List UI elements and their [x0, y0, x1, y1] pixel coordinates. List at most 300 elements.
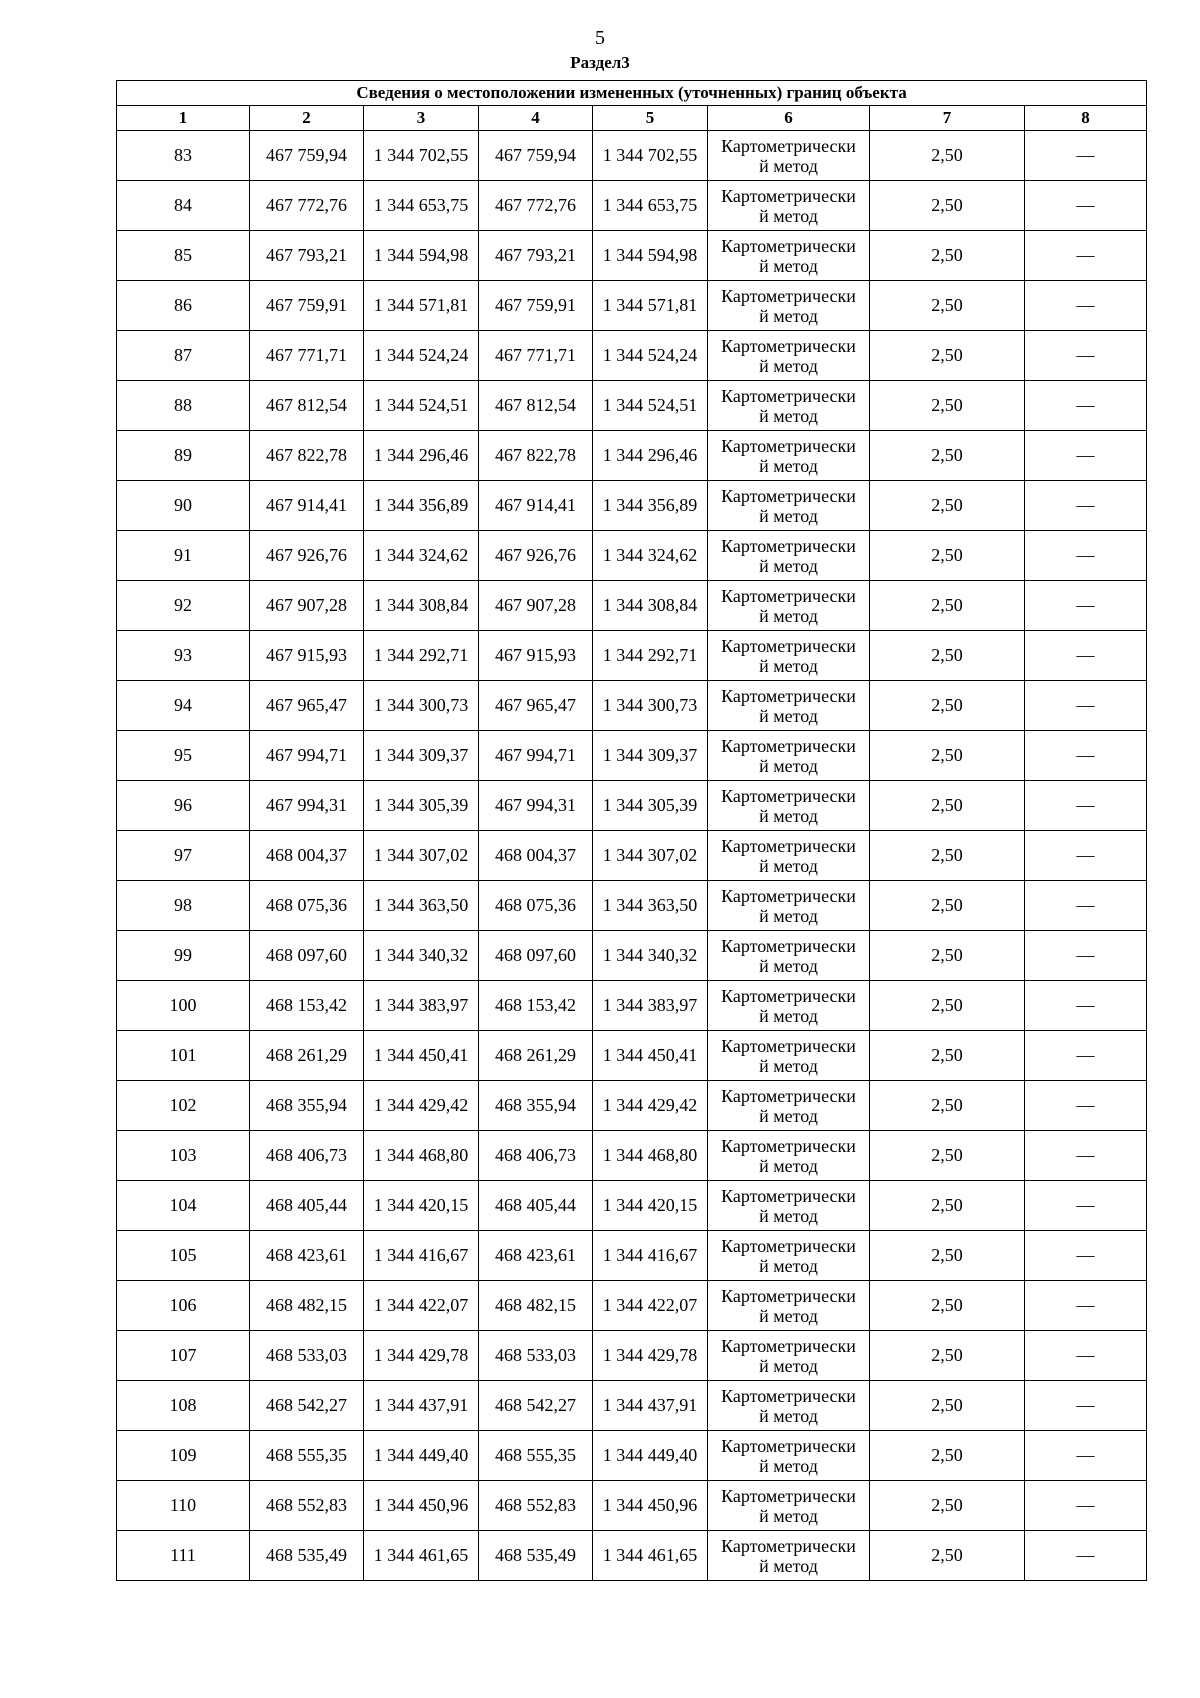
y-coordinate-cell: 1 344 307,02	[364, 831, 479, 881]
method-cell	[708, 731, 870, 781]
x-coordinate-cell: 467 915,93	[250, 631, 364, 681]
x-coordinate-cell: 468 097,60	[479, 931, 593, 981]
x-coordinate-cell: 468 075,36	[479, 881, 593, 931]
method-text-line2: й метод	[759, 755, 818, 776]
method-text-line1: Картометрически	[721, 1335, 856, 1356]
accuracy-cell: 2,50	[870, 1031, 1025, 1081]
coordinates-table	[116, 80, 1147, 1581]
x-coordinate-cell: 467 771,71	[250, 331, 364, 381]
table-row	[117, 231, 1147, 281]
x-coordinate-cell: 467 994,31	[479, 781, 593, 831]
point-number-cell: 105	[117, 1231, 250, 1281]
method-text-line1: Картометрически	[721, 1135, 856, 1156]
column-header: 8	[1025, 106, 1147, 131]
method-text-line2: й метод	[759, 905, 818, 926]
method-cell	[708, 1481, 870, 1531]
point-number-cell: 91	[117, 531, 250, 581]
method-cell	[708, 431, 870, 481]
y-coordinate-cell: 1 344 429,78	[593, 1331, 708, 1381]
method-text-line2: й метод	[759, 1255, 818, 1276]
method-text-line2: й метод	[759, 1155, 818, 1176]
x-coordinate-cell: 467 965,47	[250, 681, 364, 731]
point-number-cell: 96	[117, 781, 250, 831]
point-number-cell: 89	[117, 431, 250, 481]
method-cell	[708, 1031, 870, 1081]
point-number-cell: 111	[117, 1531, 250, 1581]
y-coordinate-cell: 1 344 450,41	[593, 1031, 708, 1081]
table-body	[117, 131, 1147, 1581]
method-cell	[708, 1231, 870, 1281]
description-cell: —	[1025, 1181, 1147, 1231]
y-coordinate-cell: 1 344 416,67	[364, 1231, 479, 1281]
x-coordinate-cell: 468 552,83	[479, 1481, 593, 1531]
method-text-line2: й метод	[759, 1555, 818, 1576]
method-text-line1: Картометрически	[721, 1235, 856, 1256]
column-header: 1	[117, 106, 250, 131]
x-coordinate-cell: 468 423,61	[250, 1231, 364, 1281]
method-cell	[708, 281, 870, 331]
y-coordinate-cell: 1 344 429,78	[364, 1331, 479, 1381]
method-text-line1: Картометрически	[721, 1285, 856, 1306]
point-number-cell: 84	[117, 181, 250, 231]
method-text-line1: Картометрически	[721, 685, 856, 706]
y-coordinate-cell: 1 344 461,65	[593, 1531, 708, 1581]
x-coordinate-cell: 467 759,94	[479, 131, 593, 181]
method-cell	[708, 1531, 870, 1581]
description-cell: —	[1025, 481, 1147, 531]
x-coordinate-cell: 468 406,73	[250, 1131, 364, 1181]
method-cell	[708, 481, 870, 531]
accuracy-cell: 2,50	[870, 1481, 1025, 1531]
method-text-line2: й метод	[759, 1505, 818, 1526]
y-coordinate-cell: 1 344 292,71	[364, 631, 479, 681]
point-number-cell: 85	[117, 231, 250, 281]
description-cell: —	[1025, 631, 1147, 681]
x-coordinate-cell: 468 261,29	[479, 1031, 593, 1081]
y-coordinate-cell: 1 344 594,98	[593, 231, 708, 281]
method-cell	[708, 531, 870, 581]
x-coordinate-cell: 467 994,31	[250, 781, 364, 831]
x-coordinate-cell: 468 075,36	[250, 881, 364, 931]
table-row	[117, 331, 1147, 381]
accuracy-cell: 2,50	[870, 181, 1025, 231]
accuracy-cell: 2,50	[870, 981, 1025, 1031]
point-number-cell: 109	[117, 1431, 250, 1481]
x-coordinate-cell: 468 153,42	[250, 981, 364, 1031]
point-number-cell: 95	[117, 731, 250, 781]
method-text-line1: Картометрически	[721, 535, 856, 556]
point-number-cell: 107	[117, 1331, 250, 1381]
y-coordinate-cell: 1 344 524,24	[593, 331, 708, 381]
accuracy-cell: 2,50	[870, 1331, 1025, 1381]
method-cell	[708, 631, 870, 681]
y-coordinate-cell: 1 344 383,97	[364, 981, 479, 1031]
table-caption: Сведения о местоположении измененных (уточненных) границ объекта	[117, 81, 1147, 106]
description-cell: —	[1025, 931, 1147, 981]
table-row	[117, 581, 1147, 631]
table-row	[117, 881, 1147, 931]
method-cell	[708, 1281, 870, 1331]
x-coordinate-cell: 467 914,41	[250, 481, 364, 531]
accuracy-cell: 2,50	[870, 1531, 1025, 1581]
x-coordinate-cell: 468 482,15	[250, 1281, 364, 1331]
description-cell: —	[1025, 381, 1147, 431]
x-coordinate-cell: 467 926,76	[479, 531, 593, 581]
method-text-line2: й метод	[759, 1105, 818, 1126]
method-text-line2: й метод	[759, 1455, 818, 1476]
table-row	[117, 831, 1147, 881]
description-cell: —	[1025, 881, 1147, 931]
x-coordinate-cell: 467 994,71	[479, 731, 593, 781]
point-number-cell: 100	[117, 981, 250, 1031]
point-number-cell: 87	[117, 331, 250, 381]
method-text-line1: Картометрически	[721, 785, 856, 806]
description-cell: —	[1025, 1281, 1147, 1331]
method-text-line2: й метод	[759, 1355, 818, 1376]
y-coordinate-cell: 1 344 416,67	[593, 1231, 708, 1281]
y-coordinate-cell: 1 344 571,81	[364, 281, 479, 331]
method-text-line1: Картометрически	[721, 585, 856, 606]
y-coordinate-cell: 1 344 363,50	[364, 881, 479, 931]
y-coordinate-cell: 1 344 437,91	[364, 1381, 479, 1431]
method-text-line2: й метод	[759, 955, 818, 976]
table-row	[117, 131, 1147, 181]
y-coordinate-cell: 1 344 383,97	[593, 981, 708, 1031]
method-text-line1: Картометрически	[721, 135, 856, 156]
point-number-cell: 94	[117, 681, 250, 731]
method-text-line1: Картометрически	[721, 635, 856, 656]
method-cell	[708, 981, 870, 1031]
accuracy-cell: 2,50	[870, 881, 1025, 931]
accuracy-cell: 2,50	[870, 131, 1025, 181]
y-coordinate-cell: 1 344 292,71	[593, 631, 708, 681]
y-coordinate-cell: 1 344 420,15	[593, 1181, 708, 1231]
accuracy-cell: 2,50	[870, 1081, 1025, 1131]
x-coordinate-cell: 467 822,78	[250, 431, 364, 481]
point-number-cell: 93	[117, 631, 250, 681]
description-cell: —	[1025, 131, 1147, 181]
description-cell: —	[1025, 281, 1147, 331]
y-coordinate-cell: 1 344 468,80	[364, 1131, 479, 1181]
table-row	[117, 1181, 1147, 1231]
table-row	[117, 1231, 1147, 1281]
description-cell: —	[1025, 331, 1147, 381]
x-coordinate-cell: 468 405,44	[250, 1181, 364, 1231]
point-number-cell: 83	[117, 131, 250, 181]
y-coordinate-cell: 1 344 305,39	[593, 781, 708, 831]
description-cell: —	[1025, 581, 1147, 631]
method-text-line2: й метод	[759, 605, 818, 626]
method-text-line1: Картометрически	[721, 885, 856, 906]
point-number-cell: 90	[117, 481, 250, 531]
x-coordinate-cell: 468 261,29	[250, 1031, 364, 1081]
method-text-line1: Картометрически	[721, 1485, 856, 1506]
method-cell	[708, 681, 870, 731]
x-coordinate-cell: 467 926,76	[250, 531, 364, 581]
y-coordinate-cell: 1 344 324,62	[593, 531, 708, 581]
y-coordinate-cell: 1 344 363,50	[593, 881, 708, 931]
method-text-line1: Картометрически	[721, 935, 856, 956]
x-coordinate-cell: 467 915,93	[479, 631, 593, 681]
accuracy-cell: 2,50	[870, 381, 1025, 431]
table-row	[117, 1081, 1147, 1131]
method-text-line2: й метод	[759, 355, 818, 376]
table-row	[117, 1331, 1147, 1381]
method-text-line2: й метод	[759, 805, 818, 826]
method-cell	[708, 581, 870, 631]
x-coordinate-cell: 467 994,71	[250, 731, 364, 781]
table-row	[117, 1031, 1147, 1081]
description-cell: —	[1025, 431, 1147, 481]
x-coordinate-cell: 468 482,15	[479, 1281, 593, 1331]
x-coordinate-cell: 468 552,83	[250, 1481, 364, 1531]
table-row	[117, 531, 1147, 581]
table-row	[117, 1531, 1147, 1581]
column-header: 6	[708, 106, 870, 131]
page-number: 5	[595, 27, 605, 49]
column-header: 3	[364, 106, 479, 131]
method-text-line1: Картометрически	[721, 185, 856, 206]
method-text-line1: Картометрически	[721, 985, 856, 1006]
point-number-cell: 104	[117, 1181, 250, 1231]
description-cell: —	[1025, 1481, 1147, 1531]
method-cell	[708, 831, 870, 881]
y-coordinate-cell: 1 344 308,84	[364, 581, 479, 631]
point-number-cell: 92	[117, 581, 250, 631]
method-text-line2: й метод	[759, 505, 818, 526]
method-cell	[708, 1131, 870, 1181]
y-coordinate-cell: 1 344 308,84	[593, 581, 708, 631]
point-number-cell: 97	[117, 831, 250, 881]
y-coordinate-cell: 1 344 524,51	[364, 381, 479, 431]
point-number-cell: 108	[117, 1381, 250, 1431]
accuracy-cell: 2,50	[870, 781, 1025, 831]
description-cell: —	[1025, 531, 1147, 581]
method-text-line2: й метод	[759, 1405, 818, 1426]
method-text-line2: й метод	[759, 705, 818, 726]
description-cell: —	[1025, 1081, 1147, 1131]
method-text-line1: Картометрически	[721, 485, 856, 506]
accuracy-cell: 2,50	[870, 731, 1025, 781]
x-coordinate-cell: 468 097,60	[250, 931, 364, 981]
x-coordinate-cell: 468 004,37	[479, 831, 593, 881]
method-text-line1: Картометрически	[721, 1185, 856, 1206]
description-cell: —	[1025, 981, 1147, 1031]
y-coordinate-cell: 1 344 702,55	[593, 131, 708, 181]
y-coordinate-cell: 1 344 524,24	[364, 331, 479, 381]
column-header: 2	[250, 106, 364, 131]
x-coordinate-cell: 468 535,49	[250, 1531, 364, 1581]
method-text-line1: Картометрически	[721, 1535, 856, 1556]
method-text-line2: й метод	[759, 155, 818, 176]
method-text-line2: й метод	[759, 255, 818, 276]
point-number-cell: 101	[117, 1031, 250, 1081]
method-cell	[708, 181, 870, 231]
x-coordinate-cell: 467 822,78	[479, 431, 593, 481]
point-number-cell: 86	[117, 281, 250, 331]
description-cell: —	[1025, 831, 1147, 881]
x-coordinate-cell: 467 793,21	[479, 231, 593, 281]
point-number-cell: 98	[117, 881, 250, 931]
accuracy-cell: 2,50	[870, 231, 1025, 281]
x-coordinate-cell: 468 355,94	[250, 1081, 364, 1131]
table-row	[117, 281, 1147, 331]
method-text-line2: й метод	[759, 1205, 818, 1226]
x-coordinate-cell: 468 355,94	[479, 1081, 593, 1131]
method-text-line2: й метод	[759, 205, 818, 226]
y-coordinate-cell: 1 344 653,75	[593, 181, 708, 231]
description-cell: —	[1025, 781, 1147, 831]
x-coordinate-cell: 467 907,28	[250, 581, 364, 631]
accuracy-cell: 2,50	[870, 1281, 1025, 1331]
x-coordinate-cell: 467 771,71	[479, 331, 593, 381]
method-cell	[708, 781, 870, 831]
accuracy-cell: 2,50	[870, 1181, 1025, 1231]
method-cell	[708, 131, 870, 181]
y-coordinate-cell: 1 344 300,73	[593, 681, 708, 731]
method-cell	[708, 931, 870, 981]
table-row	[117, 481, 1147, 531]
x-coordinate-cell: 468 533,03	[479, 1331, 593, 1381]
table-row	[117, 381, 1147, 431]
accuracy-cell: 2,50	[870, 1231, 1025, 1281]
table-row	[117, 181, 1147, 231]
x-coordinate-cell: 468 535,49	[479, 1531, 593, 1581]
y-coordinate-cell: 1 344 468,80	[593, 1131, 708, 1181]
y-coordinate-cell: 1 344 571,81	[593, 281, 708, 331]
point-number-cell: 106	[117, 1281, 250, 1331]
point-number-cell: 88	[117, 381, 250, 431]
table-row	[117, 931, 1147, 981]
table-row	[117, 731, 1147, 781]
accuracy-cell: 2,50	[870, 581, 1025, 631]
table-row	[117, 1481, 1147, 1531]
accuracy-cell: 2,50	[870, 681, 1025, 731]
y-coordinate-cell: 1 344 422,07	[364, 1281, 479, 1331]
y-coordinate-cell: 1 344 450,96	[593, 1481, 708, 1531]
method-text-line2: й метод	[759, 555, 818, 576]
method-text-line1: Картометрически	[721, 1385, 856, 1406]
accuracy-cell: 2,50	[870, 531, 1025, 581]
accuracy-cell: 2,50	[870, 831, 1025, 881]
method-text-line2: й метод	[759, 455, 818, 476]
accuracy-cell: 2,50	[870, 331, 1025, 381]
y-coordinate-cell: 1 344 594,98	[364, 231, 479, 281]
x-coordinate-cell: 467 772,76	[250, 181, 364, 231]
x-coordinate-cell: 467 914,41	[479, 481, 593, 531]
point-number-cell: 110	[117, 1481, 250, 1531]
description-cell: —	[1025, 1231, 1147, 1281]
accuracy-cell: 2,50	[870, 431, 1025, 481]
accuracy-cell: 2,50	[870, 281, 1025, 331]
y-coordinate-cell: 1 344 449,40	[593, 1431, 708, 1481]
x-coordinate-cell: 468 533,03	[250, 1331, 364, 1381]
method-text-line1: Картометрически	[721, 835, 856, 856]
x-coordinate-cell: 467 759,91	[479, 281, 593, 331]
section-title: Раздел3	[570, 53, 630, 72]
x-coordinate-cell: 468 423,61	[479, 1231, 593, 1281]
point-number-cell: 102	[117, 1081, 250, 1131]
x-coordinate-cell: 467 965,47	[479, 681, 593, 731]
table-row	[117, 1381, 1147, 1431]
table-row	[117, 1281, 1147, 1331]
method-cell	[708, 1431, 870, 1481]
table-row	[117, 981, 1147, 1031]
method-text-line2: й метод	[759, 1005, 818, 1026]
x-coordinate-cell: 468 542,27	[250, 1381, 364, 1431]
method-text-line1: Картометрически	[721, 435, 856, 456]
x-coordinate-cell: 468 555,35	[479, 1431, 593, 1481]
accuracy-cell: 2,50	[870, 1131, 1025, 1181]
x-coordinate-cell: 468 406,73	[479, 1131, 593, 1181]
y-coordinate-cell: 1 344 296,46	[593, 431, 708, 481]
y-coordinate-cell: 1 344 340,32	[364, 931, 479, 981]
description-cell: —	[1025, 681, 1147, 731]
table-row	[117, 781, 1147, 831]
method-cell	[708, 1381, 870, 1431]
table-row	[117, 631, 1147, 681]
method-cell	[708, 231, 870, 281]
method-cell	[708, 1081, 870, 1131]
accuracy-cell: 2,50	[870, 481, 1025, 531]
method-text-line1: Картометрически	[721, 285, 856, 306]
column-header: 5	[593, 106, 708, 131]
method-cell	[708, 881, 870, 931]
x-coordinate-cell: 467 793,21	[250, 231, 364, 281]
description-cell: —	[1025, 1131, 1147, 1181]
y-coordinate-cell: 1 344 450,41	[364, 1031, 479, 1081]
method-text-line1: Картометрически	[721, 235, 856, 256]
y-coordinate-cell: 1 344 437,91	[593, 1381, 708, 1431]
y-coordinate-cell: 1 344 461,65	[364, 1531, 479, 1581]
y-coordinate-cell: 1 344 449,40	[364, 1431, 479, 1481]
accuracy-cell: 2,50	[870, 931, 1025, 981]
y-coordinate-cell: 1 344 702,55	[364, 131, 479, 181]
method-text-line1: Картометрически	[721, 1435, 856, 1456]
x-coordinate-cell: 468 405,44	[479, 1181, 593, 1231]
y-coordinate-cell: 1 344 307,02	[593, 831, 708, 881]
method-text-line2: й метод	[759, 305, 818, 326]
x-coordinate-cell: 467 812,54	[479, 381, 593, 431]
method-cell	[708, 381, 870, 431]
method-text-line2: й метод	[759, 655, 818, 676]
column-header: 7	[870, 106, 1025, 131]
method-text-line1: Картометрически	[721, 335, 856, 356]
y-coordinate-cell: 1 344 422,07	[593, 1281, 708, 1331]
description-cell: —	[1025, 1381, 1147, 1431]
x-coordinate-cell: 467 772,76	[479, 181, 593, 231]
x-coordinate-cell: 468 004,37	[250, 831, 364, 881]
method-cell	[708, 331, 870, 381]
x-coordinate-cell: 468 542,27	[479, 1381, 593, 1431]
method-text-line2: й метод	[759, 855, 818, 876]
table-row	[117, 1131, 1147, 1181]
y-coordinate-cell: 1 344 296,46	[364, 431, 479, 481]
y-coordinate-cell: 1 344 309,37	[593, 731, 708, 781]
column-header: 4	[479, 106, 593, 131]
method-text-line2: й метод	[759, 405, 818, 426]
y-coordinate-cell: 1 344 356,89	[593, 481, 708, 531]
y-coordinate-cell: 1 344 340,32	[593, 931, 708, 981]
y-coordinate-cell: 1 344 420,15	[364, 1181, 479, 1231]
table-row	[117, 681, 1147, 731]
description-cell: —	[1025, 731, 1147, 781]
point-number-cell: 99	[117, 931, 250, 981]
y-coordinate-cell: 1 344 305,39	[364, 781, 479, 831]
y-coordinate-cell: 1 344 300,73	[364, 681, 479, 731]
method-cell	[708, 1331, 870, 1381]
description-cell: —	[1025, 1431, 1147, 1481]
